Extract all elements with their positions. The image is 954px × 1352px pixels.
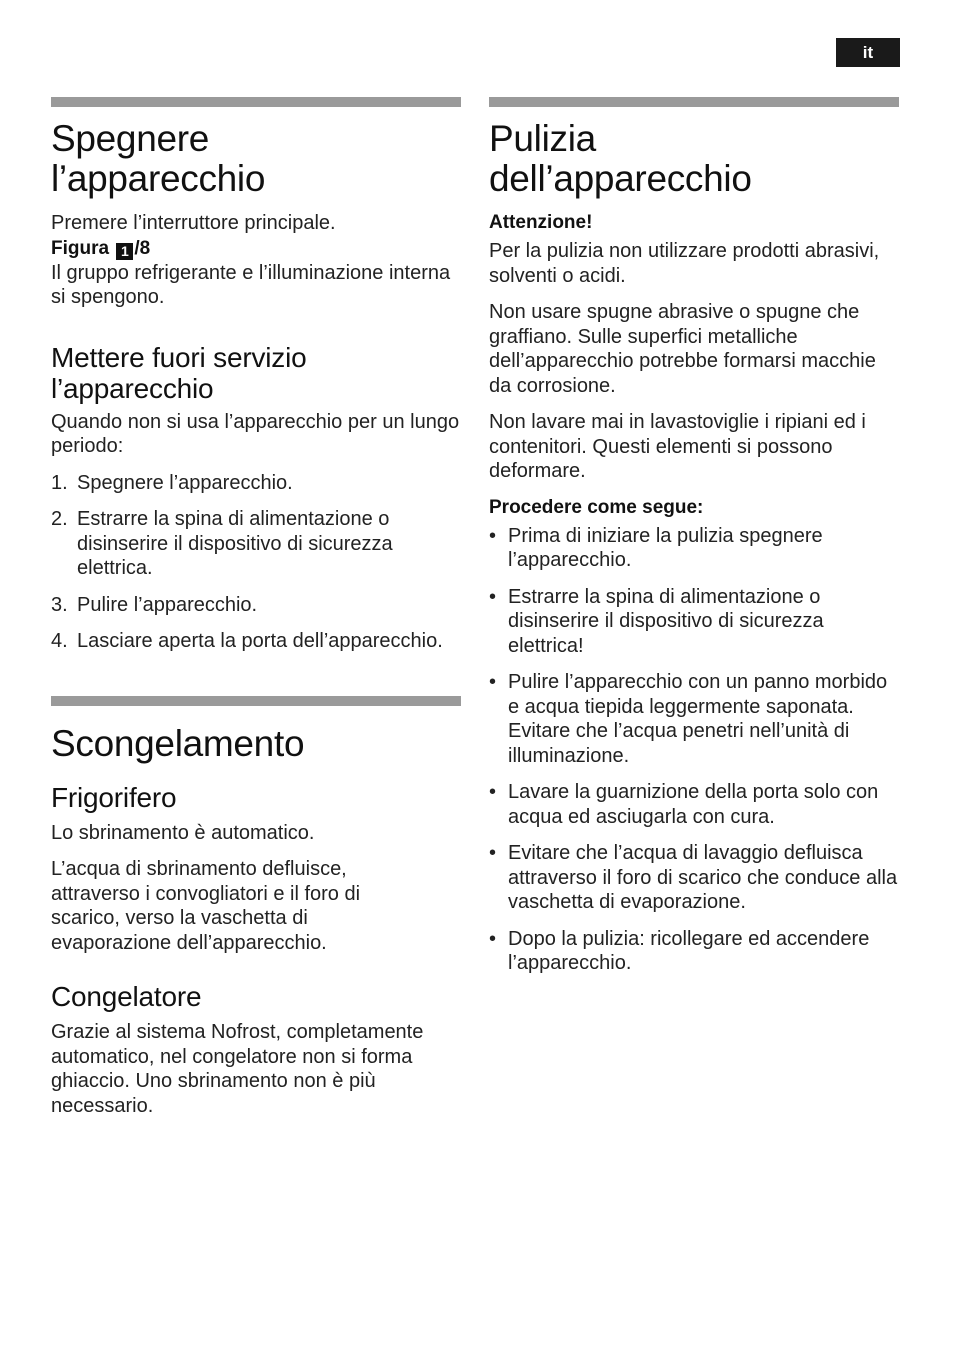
bullet-text: Lavare la guarnizione della porta solo con acqua ed asciugarla con cura. — [508, 781, 879, 828]
list-item — [51, 593, 461, 618]
procedure-bullets — [489, 524, 899, 976]
bullet-text: Prima di iniziare la pulizia spegnere l’apparecchio. — [508, 524, 823, 571]
bullet-marker: • — [489, 524, 497, 547]
bullet-text: Pulire l’apparecchio con un panno morbido e acqua tiepida leggermente saponata. Evitare che l’acqua penetri nell’unità di illuminazione. — [508, 671, 888, 767]
step-number: 4. — [51, 630, 68, 652]
figure-reference — [51, 238, 150, 259]
heading-pulizia-line2: dell’apparecchio — [489, 158, 752, 199]
heading-fuori-servizio-line2: l’apparecchio — [51, 372, 214, 404]
step-number: 2. — [51, 508, 68, 530]
list-item — [51, 471, 461, 496]
pulizia-text-1: Per la pulizia non utilizzare prodotti abrasivi, solventi o acidi. — [489, 240, 880, 287]
bullet-marker: • — [489, 671, 497, 693]
procedure-title: Procedere come segue: — [489, 496, 704, 518]
heading-spegnere-line2: l’apparecchio — [51, 158, 266, 199]
heading-pulizia-line1: Pulizia — [489, 118, 596, 159]
step-text: Pulire l’apparecchio. — [77, 593, 258, 616]
frigorifero-text-2: L’acqua di sbrinamento defluisce, attraverso i convogliatori e il foro di scarico, verso la vaschetta di evaporazione dell’apparecchio. — [51, 858, 361, 954]
heading-pulizia — [489, 119, 899, 199]
congelatore-text: Grazie al sistema Nofrost, completamente automatico, nel congelatore non si forma ghiaccio. Uno sbrinamento non è più necessario. — [51, 1021, 424, 1117]
spegnere-result: Il gruppo refrigerante e l’illuminazione interna si spengono. — [51, 261, 451, 308]
fuori-servizio-steps — [51, 471, 461, 654]
bullet-text: Estrarre la spina di alimentazione o disinserire il dispositivo di sicurezza elettrica! — [508, 585, 824, 657]
list-item — [489, 585, 899, 659]
pulizia-text-2: Non usare spugne abrasive o spugne che graffiano. Sulle superfici metalliche dell’apparecchio potrebbe formarsi macchie da corrosione. — [489, 301, 876, 397]
bullet-marker: • — [489, 927, 497, 950]
left-column — [51, 97, 461, 1130]
figure-suffix: /8 — [134, 237, 151, 259]
spegnere-text — [51, 211, 461, 310]
heading-congelatore: Congelatore — [51, 981, 202, 1012]
right-column — [489, 97, 899, 988]
figure-label: Figura — [51, 237, 110, 259]
heading-spegnere — [51, 119, 461, 199]
list-item — [489, 524, 899, 573]
spegnere-instruction: Premere l’interruttore principale. — [51, 212, 336, 234]
bullet-marker: • — [489, 585, 497, 608]
attention-label: Attenzione! — [489, 212, 593, 233]
list-item — [51, 507, 461, 581]
step-text: Estrarre la spina di alimentazione o disinserire il dispositivo di sicurezza elettrica. — [77, 508, 393, 579]
step-text: Lasciare aperta la porta dell’apparecchio. — [77, 630, 443, 652]
bullet-text: Evitare che l’acqua di lavaggio defluisca attraverso il foro di scarico che conduce alla vaschetta di evaporazione. — [508, 842, 898, 913]
section-rule — [489, 97, 899, 107]
pulizia-text-3: Non lavare mai in lavastoviglie i ripiani ed i contenitori. Questi elementi si possono deformare. — [489, 411, 866, 482]
list-item — [51, 629, 461, 654]
heading-fuori-servizio-line1: Mettere fuori servizio — [51, 341, 307, 373]
step-number: 3. — [51, 593, 68, 616]
list-item — [489, 780, 899, 829]
list-item — [489, 927, 899, 976]
language-tab: it — [836, 38, 900, 67]
bullet-marker: • — [489, 781, 497, 803]
heading-spegnere-line1: Spegnere — [51, 118, 210, 159]
frigorifero-text-1: Lo sbrinamento è automatico. — [51, 821, 315, 844]
section-rule — [51, 97, 461, 107]
step-text: Spegnere l’apparecchio. — [77, 471, 293, 494]
list-item — [489, 670, 899, 768]
heading-scongelamento: Scongelamento — [51, 722, 305, 764]
figure-number-badge: 1 — [116, 243, 133, 260]
step-number: 1. — [51, 471, 68, 494]
heading-frigorifero: Frigorifero — [51, 781, 177, 813]
bullet-marker: • — [489, 842, 497, 864]
section-rule — [51, 696, 461, 706]
bullet-text: Dopo la pulizia: ricollegare ed accendere l’apparecchio. — [508, 927, 870, 974]
heading-fuori-servizio — [51, 342, 461, 404]
fuori-servizio-intro: Quando non si usa l’apparecchio per un lungo periodo: — [51, 410, 460, 457]
list-item — [489, 841, 899, 915]
